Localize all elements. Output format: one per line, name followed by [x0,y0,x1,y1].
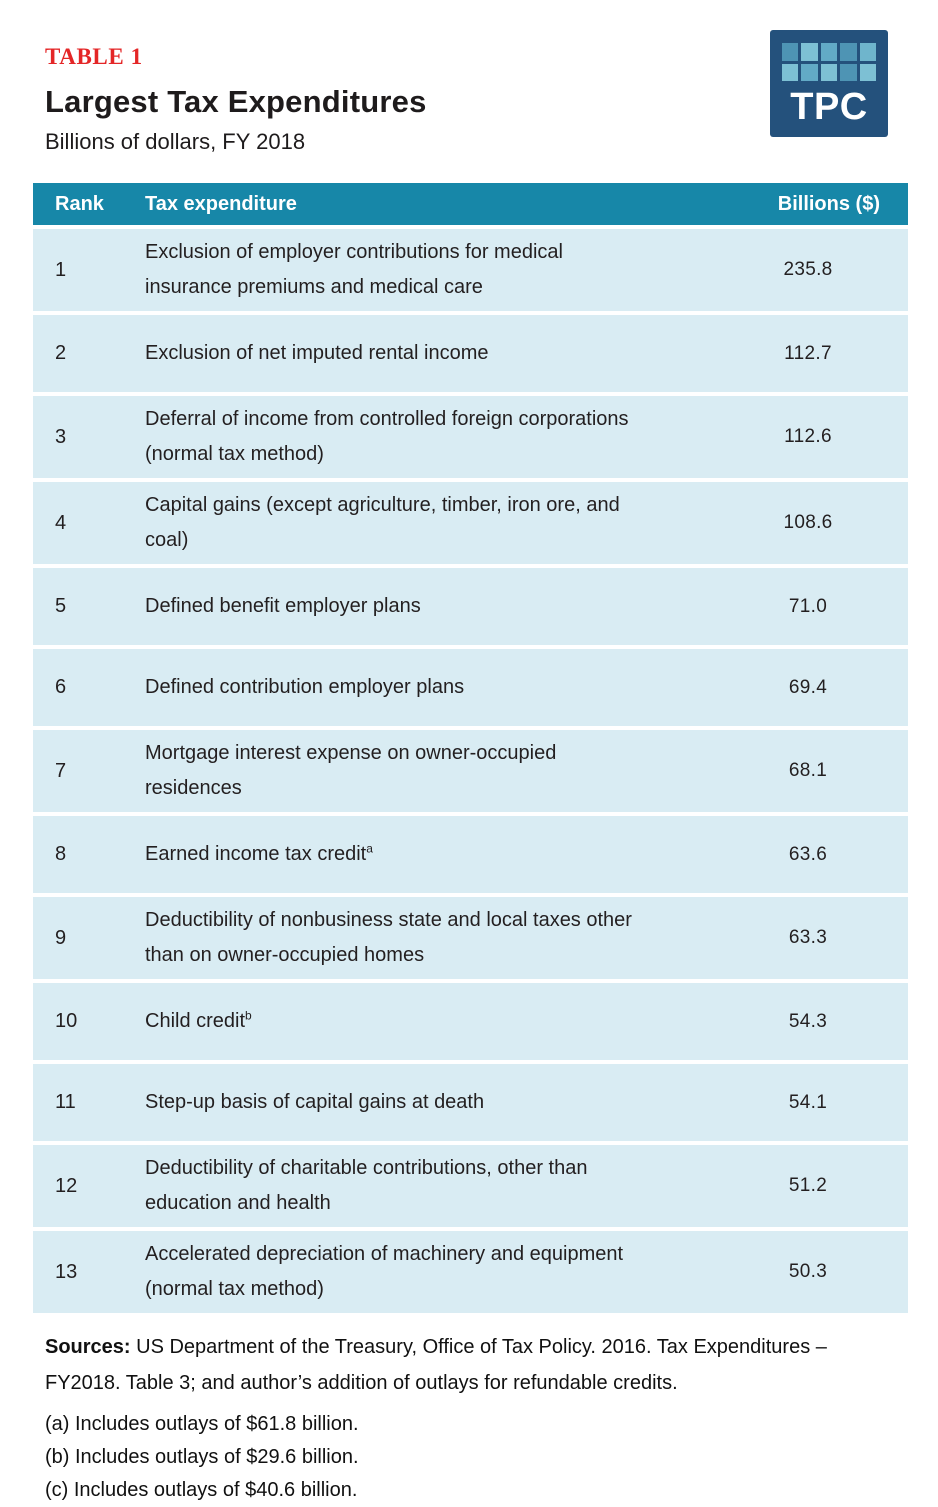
column-header-billions: Billions ($) [777,192,880,215]
row-label [145,670,708,705]
row-label-text: Defined contribution employer plans [145,676,465,698]
row-rank: 2 [55,342,67,364]
table-row [33,396,908,478]
tpc-logo-text: TPC [790,86,868,128]
page-subtitle: Billions of dollars, FY 2018 [45,129,306,154]
row-label [145,1151,708,1221]
row-label [145,837,708,872]
logo-square [821,43,837,61]
table-row [33,482,908,564]
logo-square [840,64,856,82]
row-label [145,736,708,806]
row-rank: 11 [55,1091,76,1113]
footnote-c: (c) Includes outlays of $40.6 billion. [45,1479,358,1501]
footnote-a: (a) Includes outlays of $61.8 billion. [45,1413,359,1435]
row-value: 63.3 [788,927,828,948]
row-rank: 1 [55,258,67,281]
figure-header [33,42,908,155]
row-rank: 10 [55,1010,78,1032]
row-value: 50.3 [788,1261,828,1282]
row-label-text: Step-up basis of capital gains at death [145,1091,485,1113]
tpc-logo-squares-icon [782,43,876,81]
row-rank: 13 [55,1260,78,1283]
table-body [33,229,908,1313]
logo-square [840,43,856,61]
row-value: 112.7 [784,342,832,364]
sources-label: Sources: [45,1336,131,1358]
row-value: 108.6 [783,512,833,533]
row-rank: 9 [55,926,67,949]
tax-expenditures-table [33,183,908,1313]
row-label-text: Defined benefit employer plans [145,595,421,617]
footnote-b: (b) Includes outlays of $29.6 billion. [45,1446,359,1468]
table-row [33,730,908,812]
row-label [145,903,708,973]
row-label [145,488,708,558]
row-value: 112.6 [784,426,832,447]
column-header-expenditure: Tax expenditure [145,192,297,215]
row-footnote-marker: b [245,1008,252,1023]
row-label-text: Child credit [145,1010,246,1032]
row-rank: 12 [55,1174,78,1197]
table-row [33,229,908,311]
row-label [145,1237,708,1307]
row-value: 54.1 [788,1091,828,1113]
row-footnote-marker: a [366,841,373,856]
table-row [33,568,908,645]
heading-block [45,42,427,155]
table-row [33,1145,908,1227]
sources-text: US Department of the Treasury, Office of Tax Policy. 2016. Tax Expenditures – FY2018. Table 3; and author’s addition of outlays for refundable credits. [45,1336,827,1394]
row-rank: 8 [55,843,67,865]
row-value: 68.1 [788,760,828,781]
sources-note [45,1329,875,1401]
logo-square [782,43,798,61]
table-header-row [33,183,908,225]
row-label-text: Deductibility of nonbusiness state and local taxes other than on owner-occupied homes [145,909,632,966]
table-row [33,315,908,392]
row-label-text: Accelerated depreciation of machinery and equipment (normal tax method) [145,1243,624,1300]
row-label-text: Deferral of income from controlled foreign corporations (normal tax method) [145,408,629,465]
logo-square [801,43,817,61]
logo-square [860,64,876,82]
table-row [33,1231,908,1313]
logo-square [860,43,876,61]
table-row [33,649,908,726]
row-rank: 3 [55,425,67,448]
row-label-text: Exclusion of employer contributions for medical insurance premiums and medical care [145,241,563,298]
row-label [145,589,708,624]
table-row [33,816,908,893]
row-value: 69.4 [788,676,828,698]
row-label [145,235,708,305]
figure-footer [45,1329,908,1507]
row-rank: 7 [55,759,67,782]
row-label [145,336,708,371]
column-header-rank: Rank [55,192,104,215]
row-value: 71.0 [788,595,828,617]
table-row [33,983,908,1060]
row-value: 63.6 [788,843,828,865]
table-number-tag: TABLE 1 [45,44,143,69]
logo-square [821,64,837,82]
table-row [33,1064,908,1141]
page-title: Largest Tax Expenditures [45,84,427,119]
row-label-text: Exclusion of net imputed rental income [145,342,489,364]
row-label-text: Mortgage interest expense on owner-occupied residences [145,742,557,799]
logo-square [801,64,817,82]
row-label-text: Earned income tax credit [145,843,367,865]
row-value: 54.3 [788,1010,828,1032]
logo-square [782,64,798,82]
row-label [145,402,708,472]
row-value: 235.8 [783,259,833,280]
row-rank: 6 [55,676,67,698]
row-label [145,1085,708,1120]
row-rank: 4 [55,511,67,534]
table-row [33,897,908,979]
row-rank: 5 [55,595,67,617]
row-label-text: Deductibility of charitable contributions, other than education and health [145,1157,588,1214]
row-value: 51.2 [788,1175,828,1196]
row-label [145,1004,708,1039]
row-label-text: Capital gains (except agriculture, timber, iron ore, and coal) [145,494,620,551]
tpc-logo [770,30,888,137]
